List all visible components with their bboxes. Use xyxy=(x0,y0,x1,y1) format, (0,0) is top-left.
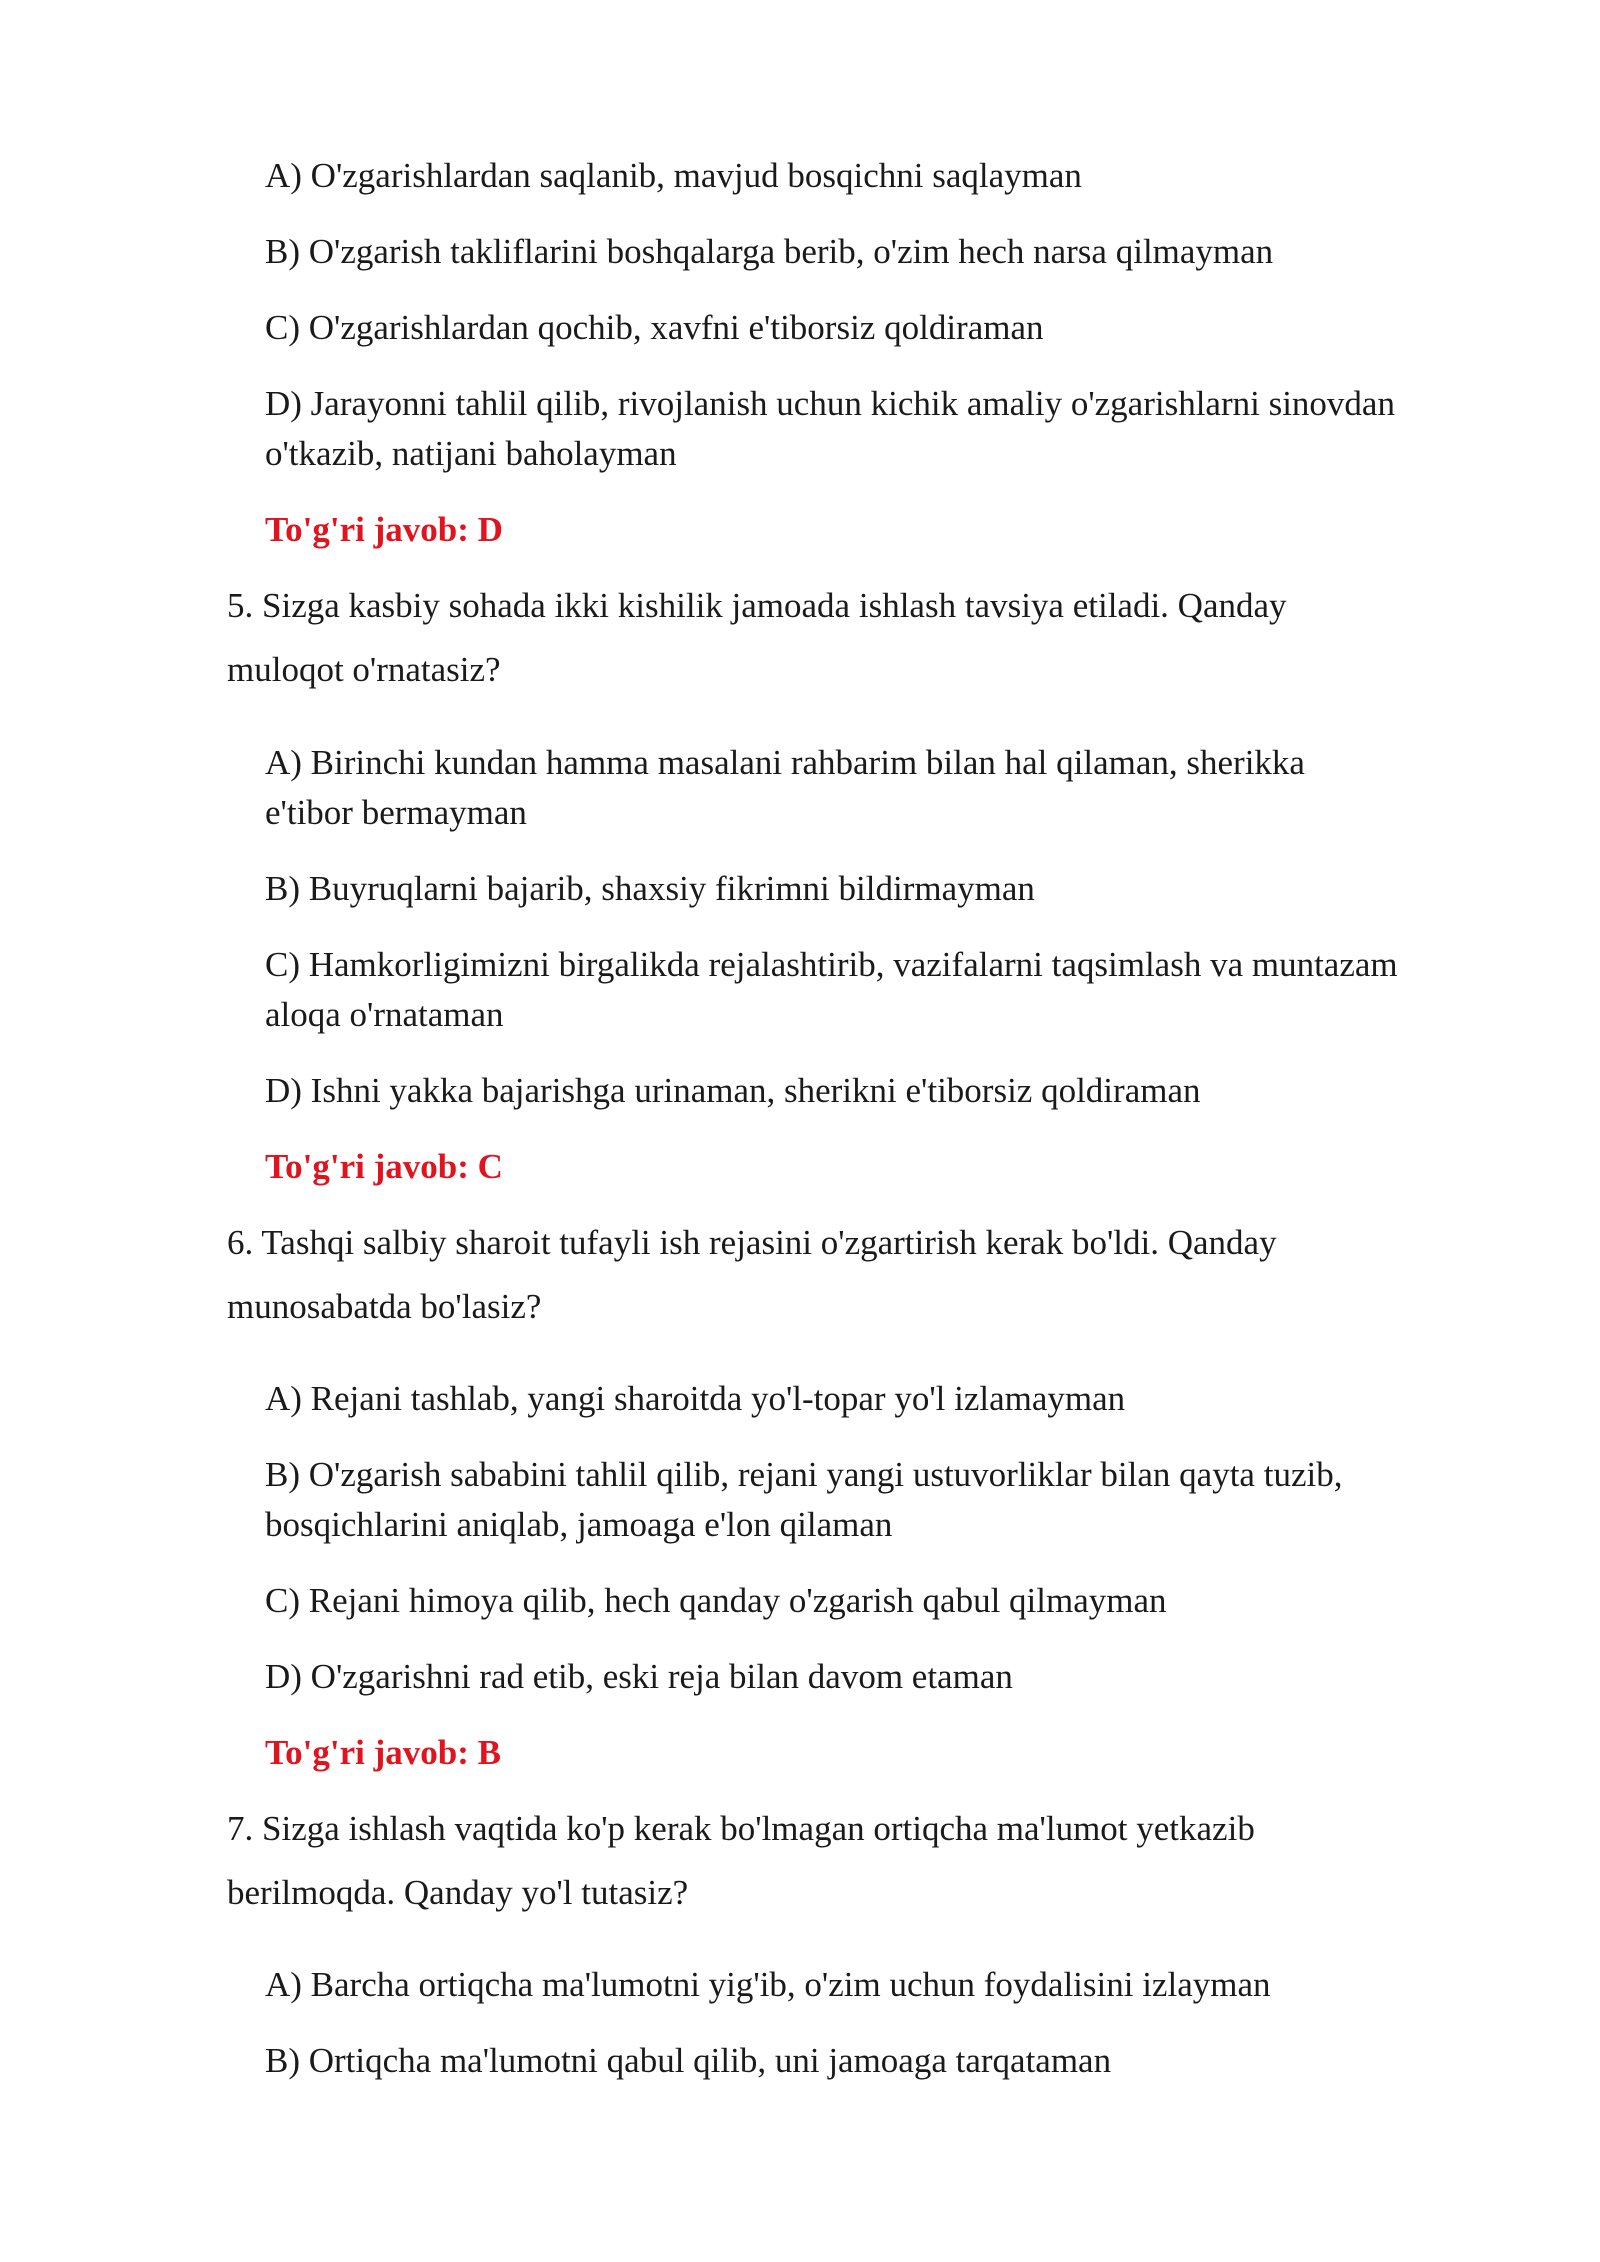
option-c: C) O'zgarishlardan qochib, xavfni e'tiborsiz qoldiraman xyxy=(265,308,1044,347)
q7-option-a: A) Barcha ortiqcha ma'lumotni yig'ib, o'zim uchun foydalisini izlayman xyxy=(265,1965,1271,2004)
q6-option-b-line2: bosqichlarini aniqlab, jamoaga e'lon qilaman xyxy=(265,1505,893,1544)
q5-option-a-line1: A) Birinchi kundan hamma masalani rahbarim bilan hal qilaman, sherikka xyxy=(265,743,1305,782)
q5-option-d: D) Ishni yakka bajarishga urinaman, sherikni e'tiborsiz qoldiraman xyxy=(265,1071,1201,1110)
q6-option-b-line1: B) O'zgarish sababini tahlil qilib, rejani yangi ustuvorliklar bilan qayta tuzib, xyxy=(265,1455,1343,1494)
question-5-line1: 5. Sizga kasbiy sohada ikki kishilik jamoada ishlash tavsiya etiladi. Qanday xyxy=(227,586,1287,625)
option-d-line2: o'tkazib, natijani baholayman xyxy=(265,434,677,473)
q5-option-a-line2: e'tibor bermayman xyxy=(265,793,527,832)
question-6-line2: munosabatda bo'lasiz? xyxy=(227,1287,542,1326)
q6-option-c: C) Rejani himoya qilib, hech qanday o'zgarish qabul qilmayman xyxy=(265,1581,1167,1620)
q5-option-b: B) Buyruqlarni bajarib, shaxsiy fikrimni bildirmayman xyxy=(265,869,1035,908)
question-5-line2: muloqot o'rnatasiz? xyxy=(227,650,501,689)
q5-option-c-line2: aloqa o'rnataman xyxy=(265,995,504,1034)
question-7-line2: berilmoqda. Qanday yo'l tutasiz? xyxy=(227,1873,689,1912)
q6-option-d: D) O'zgarishni rad etib, eski reja bilan davom etaman xyxy=(265,1657,1013,1696)
option-d-line1: D) Jarayonni tahlil qilib, rivojlanish uchun kichik amaliy o'zgarishlarni sinovdan xyxy=(265,384,1395,423)
correct-answer: To'g'ri javob: D xyxy=(265,510,503,549)
q6-correct-answer: To'g'ri javob: B xyxy=(265,1733,501,1772)
option-b: B) O'zgarish takliflarini boshqalarga berib, o'zim hech narsa qilmayman xyxy=(265,232,1274,271)
q5-correct-answer: To'g'ri javob: C xyxy=(265,1147,503,1186)
question-6-line1: 6. Tashqi salbiy sharoit tufayli ish rejasini o'zgartirish kerak bo'ldi. Qanday xyxy=(227,1223,1277,1262)
q7-option-b: B) Ortiqcha ma'lumotni qabul qilib, uni jamoaga tarqataman xyxy=(265,2041,1112,2080)
question-7-line1: 7. Sizga ishlash vaqtida ko'p kerak bo'lmagan ortiqcha ma'lumot yetkazib xyxy=(227,1809,1255,1848)
q5-option-c-line1: C) Hamkorligimizni birgalikda rejalashtirib, vazifalarni taqsimlash va muntazam xyxy=(265,945,1398,984)
q6-option-a: A) Rejani tashlab, yangi sharoitda yo'l-topar yo'l izlamayman xyxy=(265,1379,1126,1418)
option-a: A) O'zgarishlardan saqlanib, mavjud bosqichni saqlayman xyxy=(265,156,1082,195)
